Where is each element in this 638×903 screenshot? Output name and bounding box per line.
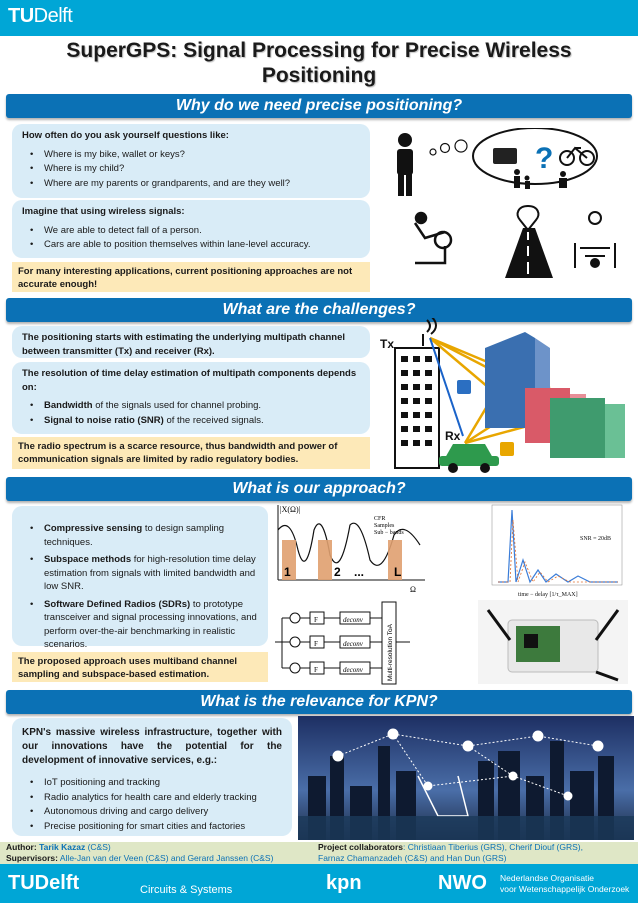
- thought-dot-icon: [455, 140, 467, 152]
- wallet-icon: [493, 148, 517, 164]
- list-item: • Bandwidth of the signals used for channel probing.: [30, 399, 360, 413]
- list-item: • Autonomous driving and cargo delivery: [30, 805, 282, 819]
- fourier-block: F: [314, 640, 318, 648]
- list-item: • Cars are able to position themselves within lane-level accuracy.: [30, 238, 360, 252]
- list-item: • Subspace methods for high-resolution time delay estimation from signals with limited bandwidth and low SNR.: [30, 553, 258, 594]
- road-icon: [505, 206, 553, 278]
- question-mark-icon: ?: [535, 142, 554, 175]
- sdr-chip: [524, 634, 538, 648]
- receiver-block-diagram: [270, 596, 450, 688]
- why-list-1: [30, 148, 360, 191]
- section-heading-relevance: What is the relevance for KPN?: [6, 690, 632, 714]
- fall-detection-icon: [415, 213, 451, 263]
- legend-cfr: CFR: [374, 516, 386, 522]
- list-item: • Where is my child?: [30, 162, 360, 176]
- legend-samples: Samples: [374, 523, 395, 529]
- challenges-list: [30, 399, 360, 427]
- list-item: • Where are my parents or grandparents, and are they well?: [30, 177, 360, 191]
- green-building-icon: [550, 398, 625, 458]
- list-item: • Software Defined Radios (SDRs) to prototype transceiver and signal processing innovations, and perform over-the-air benchmarking in realistic scenarios.: [30, 598, 258, 652]
- author-credits: Author: Tarik Kazaz (C&S) Supervisors: Alle-Jan van der Veen (C&S) and Gerard Janssen (C&S): [6, 842, 274, 863]
- omega-label: Ω: [410, 585, 416, 594]
- credits-bar: [0, 842, 638, 864]
- relevance-box: KPN's massive wireless infrastructure, together with our innovations have the potential for the development of innovative services, e.g.: • IoT positioning and tracking • Radio analytics for health care and elderly tracking • Autonomous driving and cargo delivery • Precise positioning for smart cities and factories: [12, 718, 292, 836]
- smart-city-photo: [298, 716, 634, 840]
- list-item: • We are able to detect fall of a person.: [30, 224, 360, 238]
- list-item: • Compressive sensing to design sampling techniques.: [30, 522, 258, 549]
- challenges-note: The radio spectrum is a scarce resource, thus bandwidth and power of communication signals are limited by radio regulatory bodies.: [12, 437, 370, 469]
- nwo-logo: NWO: [438, 872, 487, 894]
- thumbs-down-icon: [500, 442, 514, 456]
- section-heading-why: Why do we need precise positioning?: [6, 94, 632, 118]
- section-heading-approach: What is our approach?: [6, 477, 632, 501]
- why-illustrations: [385, 128, 625, 288]
- rx-label: Rx: [445, 429, 461, 443]
- challenges-box-1: The positioning starts with estimating the underlying multipath channel between transmitter (Tx) and receiver (Rx).: [12, 326, 370, 358]
- collaborator-credits: Project collaborators: Christiaan Tiberius (GRS), Cherif Diouf (GRS), Farnaz Chamanzadeh (C&S) and Han Dun (GRS): [318, 842, 583, 863]
- car-icon: [439, 444, 499, 473]
- top-bar: [0, 0, 638, 36]
- relevance-list: [30, 776, 282, 833]
- fourier-block: F: [314, 666, 318, 674]
- band-2-label: 2: [334, 565, 341, 579]
- approach-list: [30, 522, 258, 652]
- thought-dot-icon: [441, 144, 450, 153]
- band-dots-label: ...: [354, 565, 365, 579]
- list-item: • Precise positioning for smart cities and factories: [30, 820, 282, 834]
- section-heading-challenges: What are the challenges?: [6, 298, 632, 322]
- thought-dot-icon: [430, 149, 436, 155]
- list-item: • Where is my bike, wallet or keys?: [30, 148, 360, 162]
- tudelft-logo: TUDelft: [8, 5, 73, 27]
- multipath-illustration: [375, 318, 633, 478]
- spectrum-diagram: [270, 500, 430, 595]
- deconv-block: deconv: [343, 616, 363, 624]
- nwo-name: Nederlandse Organisatie voor Wetenschappelijk Onderzoek: [500, 873, 630, 894]
- poster-title: SuperGPS: Signal Processing for Precise Wireless Positioning: [66, 39, 572, 87]
- delay-axis-label: time − delay [1/τ_MAX]: [518, 592, 578, 598]
- x-omega-label: |X(Ω)|: [280, 505, 301, 514]
- list-item: • Signal to noise ratio (SNR) of the received signals.: [30, 414, 360, 428]
- why-box-1: How often do you ask yourself questions like: • Where is my bike, wallet or keys? • Where is my child? • Where are my parents or grandparents, and are they well?: [12, 124, 370, 198]
- thumbs-up-icon: [457, 380, 471, 394]
- tx-building-icon: [395, 348, 439, 468]
- person-icon: [397, 133, 413, 196]
- kpn-logo: kpn: [326, 872, 362, 894]
- list-item: • Radio analytics for health care and elderly tracking: [30, 791, 282, 805]
- why-note: For many interesting applications, current positioning approaches are not accurate enough!: [12, 262, 370, 292]
- band-1-label: 1: [284, 565, 291, 579]
- deconv-block: deconv: [343, 640, 363, 648]
- approach-note: The proposed approach uses multiband channel sampling and subspace-based estimation.: [12, 652, 268, 682]
- fourier-block: F: [314, 616, 318, 624]
- tudelft-logo: TUDelft: [8, 872, 80, 894]
- deconv-block: deconv: [343, 666, 363, 674]
- why-list-2: [30, 224, 360, 252]
- lane-positioning-icon: [575, 212, 615, 268]
- why-box-2: Imagine that using wireless signals: • We are able to detect fall of a person. • Cars are able to position themselves within lane-level accuracy.: [12, 200, 370, 258]
- challenges-box-2: The resolution of time delay estimation of multipath components depends on: • Bandwidth of the signals used for channel probing. • Signal to noise ratio (SNR) of the received signals.: [12, 362, 370, 434]
- tx-label: Tx: [380, 337, 395, 351]
- approach-box: [12, 506, 268, 650]
- toa-block: Multi-resolution ToA: [387, 624, 394, 681]
- sdr-photo: [478, 600, 628, 684]
- legend-subbands: Sub − bands: [374, 530, 404, 536]
- list-item: • IoT positioning and tracking: [30, 776, 282, 790]
- band-l-label: L: [394, 565, 402, 579]
- cir-plot: [478, 500, 628, 600]
- city-river: [298, 816, 634, 840]
- bottom-logo-bar: [0, 864, 638, 903]
- snr-label: SNR = 20dB: [580, 536, 612, 542]
- circuits-systems-logo: Circuits & Systems: [140, 884, 233, 896]
